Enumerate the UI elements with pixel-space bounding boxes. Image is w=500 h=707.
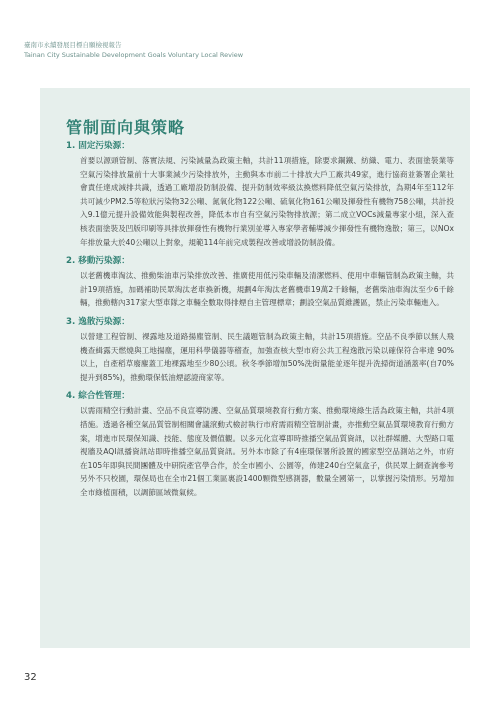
content-panel: [40, 88, 470, 648]
section-fugitive-sources: [66, 316, 454, 384]
header-title-en: Tainan City Sustainable Development Goals Voluntary Local Review: [24, 51, 244, 59]
section-comprehensive-management: [66, 390, 454, 499]
section-heading: 4. 綜合性管理：: [66, 391, 130, 402]
section-heading: 1. 固定污染源：: [66, 141, 130, 151]
page-title: 管制面向與策略: [66, 118, 186, 137]
strategy-sections: [66, 140, 454, 505]
page-number: 32: [24, 672, 37, 683]
section-body: 首要以源頭管制、落實法規、污染減量為政策主軸，共計11項措施，除要求鋼鐵、紡織、電力、表面塗裝業等空氣污染排放量前十大事業減少污染排放外，主動與本市前二十排放大戶工廠共49家，進行協商並簽署企業社會責任達成減排共識，透過工廠增設防制設備、提升防制效率級汰換燃料降低空氣污染排放，為期4年至112年共可減少PM2.5等粒狀污染物32公噸、氮氧化物122公噸、硫氧化物161公噸及揮發性有機物758公噸，共計投入9.1億元提升設備效能與製程改善，降低本市自有空氣污染物排放源；第二成立VOCs減量專家小組，深入查核表面塗裝及凹版印刷等具排放揮發性有機物行業別並導入專家學者輔導減少揮發性有機物逸散；第三，以NOx年排放量大於40公噸以上對象，規範114年前完成製程改善或增設防制設備。: [80, 156, 454, 247]
section-heading: 2. 移動污染源：: [66, 256, 130, 267]
section-stationary-sources: [66, 140, 454, 249]
section-body: 以需雨精空行動計畫、空品不良宣導防護、空氣品質環境教育行動方案、推動環境綠生活為政策主軸，共計4項措施。透過各種空氣品質管制相關會議滾動式檢討執行市府需雨精空管制計畫，亦推動空氣品質環境教育行動方案，增進市民環保知識、技能、態度及價值觀。以多元化宣導即時推播空氣品質資訊，以社群媒體、大型路口電視牆及AQI訊播資訊站即時推播空氣品質資訊。另外本市除了有4座環保署所設置的國家型空品測站之外，市府在105年即與民間團體及中研院產官學合作，於全市國小、公園等，佈建240台空氣盒子，供民眾上網查詢參考另外不只校園，環保局也在全市21個工業區裏設1400顆微型感測器，數量全國第一，以掌握污染情形。另增加全市綠植面積，以調節區域微氣候。: [80, 406, 454, 497]
header-title-zh: 臺南市永續發展目標自願檢視報告: [24, 41, 122, 49]
section-body: 以營建工程管制、裸露地及道路揚塵管制、民生議題管制為政策主軸，共計15項措施。空品不良季節以無人飛機查緝露天燃燒與工地揚塵，運用科學儀器等稽查，加強查核大型市府公共工程逸散污染以確保符合率達 90%以上，自產稻草廢麈蓋工地裸露地至少80公頃。秋冬季節增加50%洗街量能並逐年提升洗掃街道涵蓋率(自70%提升到85%)，推動環保低油煙認證商家等。: [80, 331, 454, 382]
section-body: 以老舊機車淘汰、推動柴油車污染排放改善、推廣使用低污染車輛及清潔燃料、使用中車輛管制為政策主軸，共計19項措施，加碼補助民眾淘汰老車換新機，規劃4年淘汰老舊機車19萬2千餘輛，老舊柴油車淘汰至少6千餘輛，推動轄內317家大型車隊之車輛全數取得排煙自主管理標章；劃設空氣品質維護區，禁止污染車輛進入。: [80, 271, 454, 308]
section-heading: 3. 逸散污染源：: [66, 316, 130, 327]
report-header: [24, 40, 243, 60]
section-mobile-sources: [66, 255, 454, 310]
